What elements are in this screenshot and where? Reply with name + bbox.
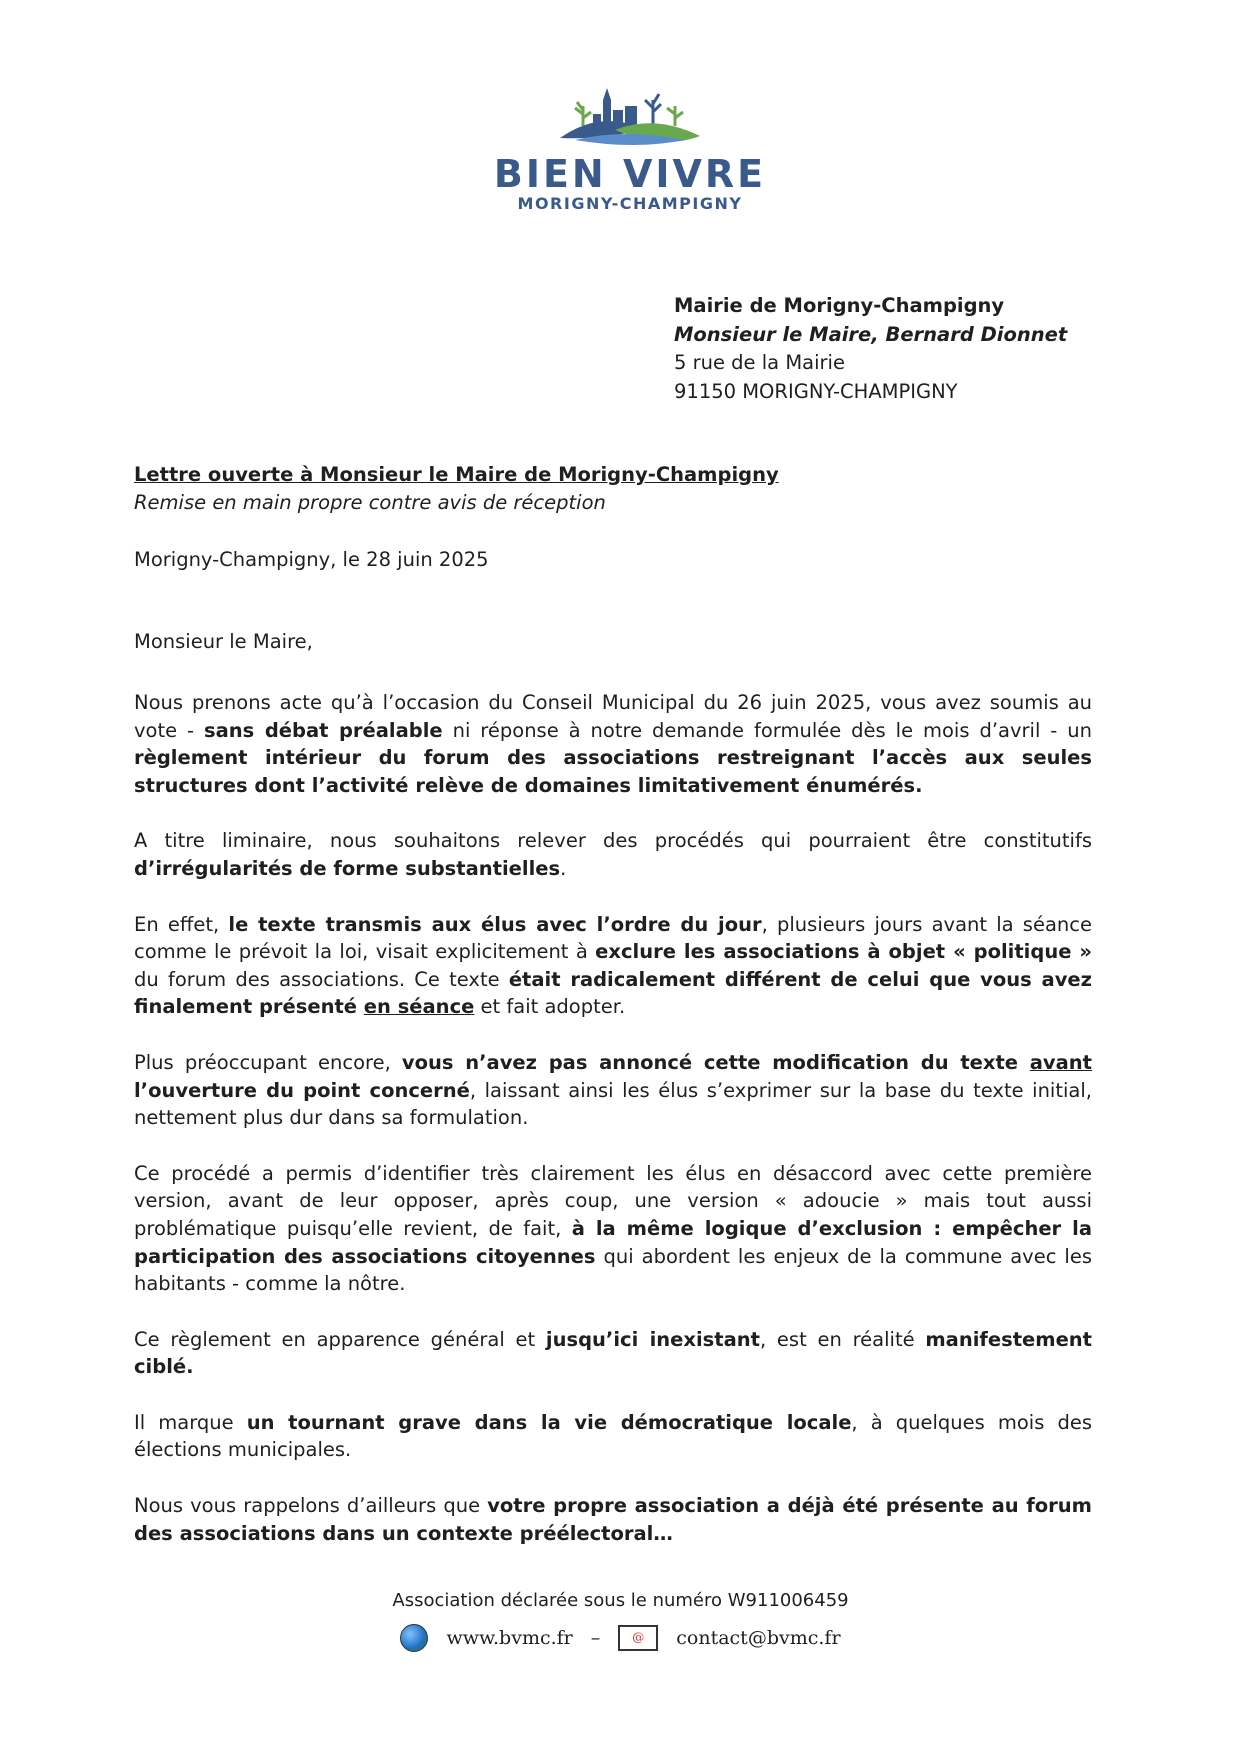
- text: qui abordent les enjeux de la commune avec les habitants - comme la nôtre.: [134, 1244, 1092, 1296]
- website-link[interactable]: www.bvmc.fr: [446, 1627, 573, 1649]
- subject-delivery: Remise en main propre contre avis de réception: [134, 491, 606, 514]
- bold-text: le texte transmis aux élus avec l’ordre du jour: [228, 912, 762, 936]
- letter-body: [134, 689, 1092, 1575]
- letter-date: Morigny-Champigny, le 28 juin 2025: [134, 548, 489, 571]
- text: .: [560, 856, 567, 880]
- paragraph-7: [134, 1409, 1092, 1464]
- paragraph-1: [134, 689, 1092, 799]
- paragraph-3: [134, 911, 1092, 1021]
- bold-text: vous n’avez pas annoncé cette modification du texte: [401, 1050, 1030, 1074]
- logo-title: BIEN VIVRE: [493, 152, 767, 196]
- recipient-street: 5 rue de la Mairie: [674, 351, 845, 374]
- underlined-bold-text: en séance: [363, 995, 475, 1019]
- email-link[interactable]: contact@bvmc.fr: [676, 1627, 841, 1649]
- text: , est en réalité: [759, 1327, 926, 1351]
- text: En effet,: [134, 912, 229, 936]
- paragraph-4: [134, 1049, 1092, 1132]
- bold-text: jusqu’ici inexistant: [545, 1327, 760, 1351]
- recipient-name: Monsieur le Maire, Bernard Dionnet: [674, 322, 1068, 346]
- recipient-address: [674, 292, 1067, 406]
- text: A titre liminaire, nous souhaitons relever des procédés qui pourraient être constitutifs: [134, 829, 1092, 853]
- text: et fait adopter.: [474, 995, 626, 1019]
- paragraph-5: [134, 1160, 1092, 1298]
- bold-text: exclure les associations à objet « politique »: [595, 940, 1092, 964]
- logo-illustration: [555, 70, 705, 152]
- separator: –: [590, 1627, 601, 1649]
- footer-contacts: [0, 1624, 1241, 1652]
- bold-text: d’irrégularités de forme substantielles: [134, 856, 561, 880]
- text: , laissant ainsi les élus s’exprimer sur la base du texte initial, nettement plus dur dans sa formulation.: [134, 1078, 1092, 1130]
- text: Nous prenons acte qu’à l’occasion du Conseil Municipal du 26 juin 2025, vous avez soumis au vote -: [134, 691, 1092, 742]
- bold-text: un tournant grave dans la vie démocratique locale: [246, 1410, 852, 1434]
- text: Nous vous rappelons d’ailleurs que: [134, 1494, 488, 1518]
- bold-text: sans débat préalable: [204, 718, 443, 742]
- bold-text: manifestement ciblé.: [134, 1327, 1092, 1379]
- text: Plus préoccupant encore,: [134, 1050, 402, 1074]
- subject-title: Lettre ouverte à Monsieur le Maire de Morigny-Champigny: [134, 463, 779, 486]
- text: Ce règlement en apparence général et: [134, 1327, 546, 1351]
- footer: [0, 1588, 1241, 1652]
- paragraph-8: [134, 1492, 1092, 1547]
- bold-text: règlement intérieur du forum des associations restreignant l’accès aux seules structures dont l’activité relève de domaines limitativement énumérés.: [134, 746, 1092, 797]
- logo: [480, 70, 780, 240]
- text: ni réponse à notre demande formulée dès le mois d’avril - un: [442, 718, 1092, 742]
- paragraph-6: [134, 1326, 1092, 1381]
- text: , plusieurs jours avant la séance comme le prévoit la loi, visait explicitement à: [134, 912, 1092, 964]
- recipient-institution: Mairie de Morigny-Champigny: [674, 294, 1005, 317]
- underlined-bold-text: avant: [1029, 1050, 1092, 1074]
- letter-subject: [134, 461, 779, 517]
- registration-number: Association déclarée sous le numéro W911006459: [392, 1590, 849, 1611]
- text: , à quelques mois des élections municipales.: [134, 1410, 1092, 1462]
- bold-text: l’ouverture du point concerné: [134, 1078, 470, 1102]
- recipient-city: 91150 MORIGNY-CHAMPIGNY: [674, 379, 958, 403]
- salutation: Monsieur le Maire,: [134, 630, 313, 653]
- bold-text: votre propre association a déjà été présente au forum des associations dans un contexte préélectoral…: [134, 1494, 1092, 1545]
- text: Il marque: [134, 1410, 247, 1434]
- text: du forum des associations. Ce texte: [134, 967, 509, 991]
- logo-subtitle: MORIGNY-CHAMPIGNY: [517, 194, 743, 213]
- bold-text: à la même logique d’exclusion : empêcher la participation des associations citoyennes: [134, 1216, 1093, 1268]
- globe-icon: [400, 1624, 428, 1652]
- bold-text: était radicalement différent de celui que vous avez finalement présenté: [134, 967, 1092, 1019]
- email-icon: @: [618, 1625, 658, 1651]
- paragraph-2: [134, 827, 1092, 882]
- text: Ce procédé a permis d’identifier très clairement les élus en désaccord avec cette première version, avant de leur opposer, après coup, une version « adoucie » mais tout aussi problématique puisqu’elle revient, de fait,: [134, 1161, 1092, 1240]
